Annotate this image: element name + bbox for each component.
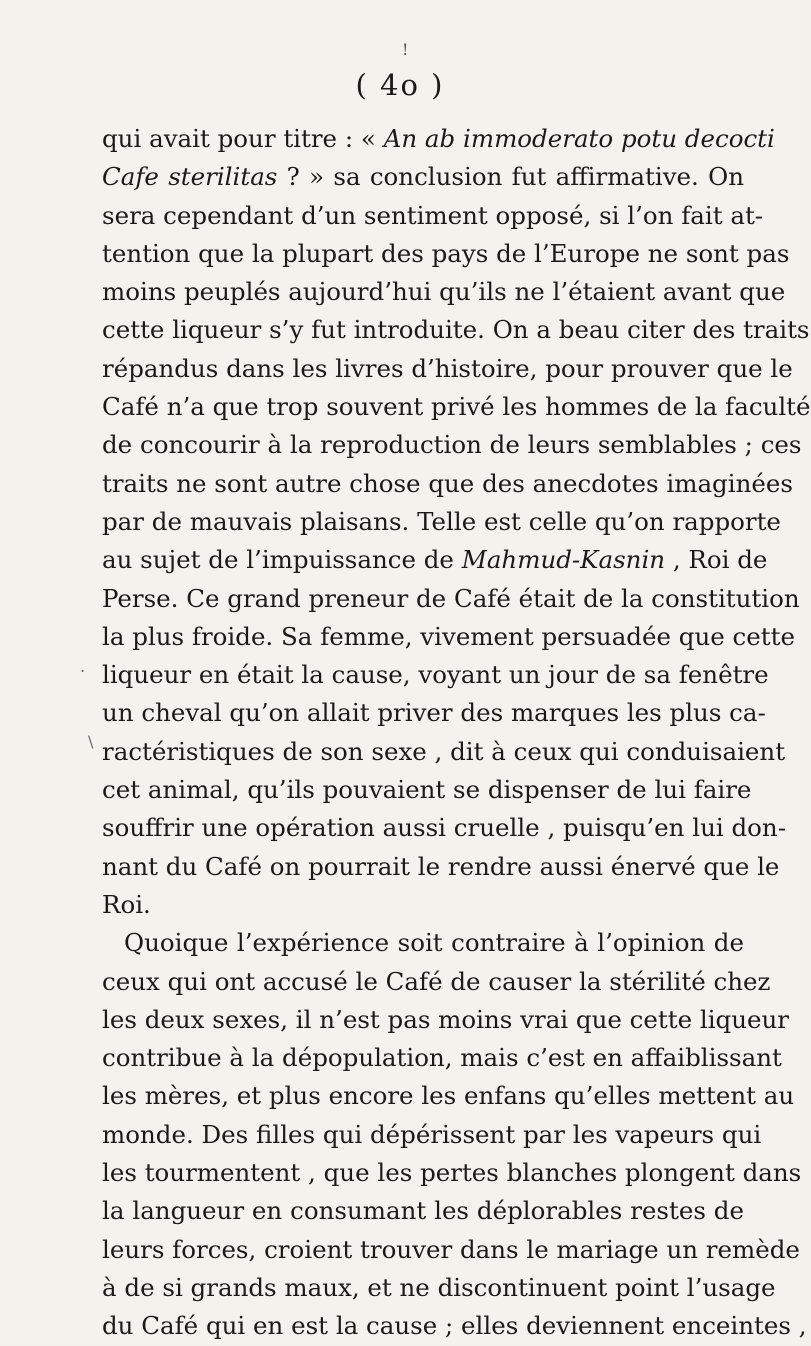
text-line: Perse. Ce grand preneur de Café était de la constitution xyxy=(102,583,800,613)
text-line: sera cependant d’un sentiment opposé, si l’on fait at- xyxy=(102,200,764,230)
text-line: traits ne sont autre chose que des anecdotes imaginées xyxy=(102,468,793,498)
text-line: cet animal, qu’ils pouvaient se dispenser de lui faire xyxy=(102,775,752,805)
top-ink-mark: ! xyxy=(402,40,409,59)
page-number: ( 4o ) xyxy=(355,68,445,102)
text-line: ractéristiques de son sexe , dit à ceux qui conduisaient xyxy=(102,736,786,766)
text-line: cette liqueur s’y fut introduite. On a beau citer des traits xyxy=(102,315,810,345)
text-line: tention que la plupart des pays de l’Europe ne sont pas xyxy=(102,238,790,268)
text-line: contribue à la dépopulation, mais c’est en affaiblissant xyxy=(102,1043,782,1073)
text-line xyxy=(102,158,744,196)
text-line: les mères, et plus encore les enfans qu’elles mettent au xyxy=(102,1081,795,1111)
italic-run: An ab immoderato potu decocti xyxy=(383,124,775,153)
text-line: de concourir à la reproduction de leurs semblables ; ces xyxy=(102,430,802,460)
text-line: liqueur en était la cause, voyant un jour de sa fenêtre xyxy=(102,660,769,690)
italic-run: Cafe sterilitas xyxy=(102,162,278,192)
text-line: Roi. xyxy=(102,889,151,919)
italic-run: Mahmud-Kasnin xyxy=(461,545,666,575)
text-run: ? » sa conclusion fut affirmative. On xyxy=(277,162,744,192)
text-line: Café n’a que trop souvent privé les hommes de la faculté xyxy=(102,392,811,422)
margin-dot: . xyxy=(80,657,86,676)
text-line: la langueur en consumant les déplorables restes de xyxy=(102,1196,744,1226)
text-line: les deux sexes, il n’est pas moins vrai que cette liqueur xyxy=(102,1004,789,1034)
text-line: les tourmentent , que les pertes blanches plongent dans xyxy=(102,1158,802,1188)
text-line: ceux qui ont accusé le Café de causer la stérilité chez xyxy=(102,966,771,996)
margin-tick: \ xyxy=(88,732,94,751)
text-line: monde. Des filles qui dépérissent par les vapeurs qui xyxy=(102,1119,762,1149)
text-line: par de mauvais plaisans. Telle est celle qu’on rapporte xyxy=(102,506,781,536)
text-line: Quoique l’expérience soit contraire à l’opinion de xyxy=(124,928,744,958)
text-line: du Café qui en est la cause ; elles deviennent enceintes , xyxy=(102,1311,807,1341)
text-line xyxy=(102,541,768,579)
text-line: nant du Café on pourrait le rendre aussi énervé que le xyxy=(102,851,780,881)
text-line: un cheval qu’on allait priver des marques les plus ca- xyxy=(102,698,766,728)
text-line: répandus dans les livres d’histoire, pour prouver que le xyxy=(102,353,793,383)
text-run: au sujet de l’impuissance de xyxy=(102,545,462,575)
body-text xyxy=(102,120,811,1346)
text-line: à de si grands maux, et ne discontinuent point l’usage xyxy=(102,1272,776,1302)
text-run: qui avait pour titre : « xyxy=(102,124,384,153)
text-line: moins peuplés aujourd’hui qu’ils ne l’étaient avant que xyxy=(102,277,786,307)
text-line xyxy=(102,120,775,158)
text-line: leurs forces, croient trouver dans le mariage un remède xyxy=(102,1234,800,1264)
text-line: la plus froide. Sa femme, vivement persuadée que cette xyxy=(102,621,795,651)
text-line: souffrir une opération aussi cruelle , puisqu’en lui don- xyxy=(102,813,786,843)
text-run: , Roi de xyxy=(665,545,768,575)
